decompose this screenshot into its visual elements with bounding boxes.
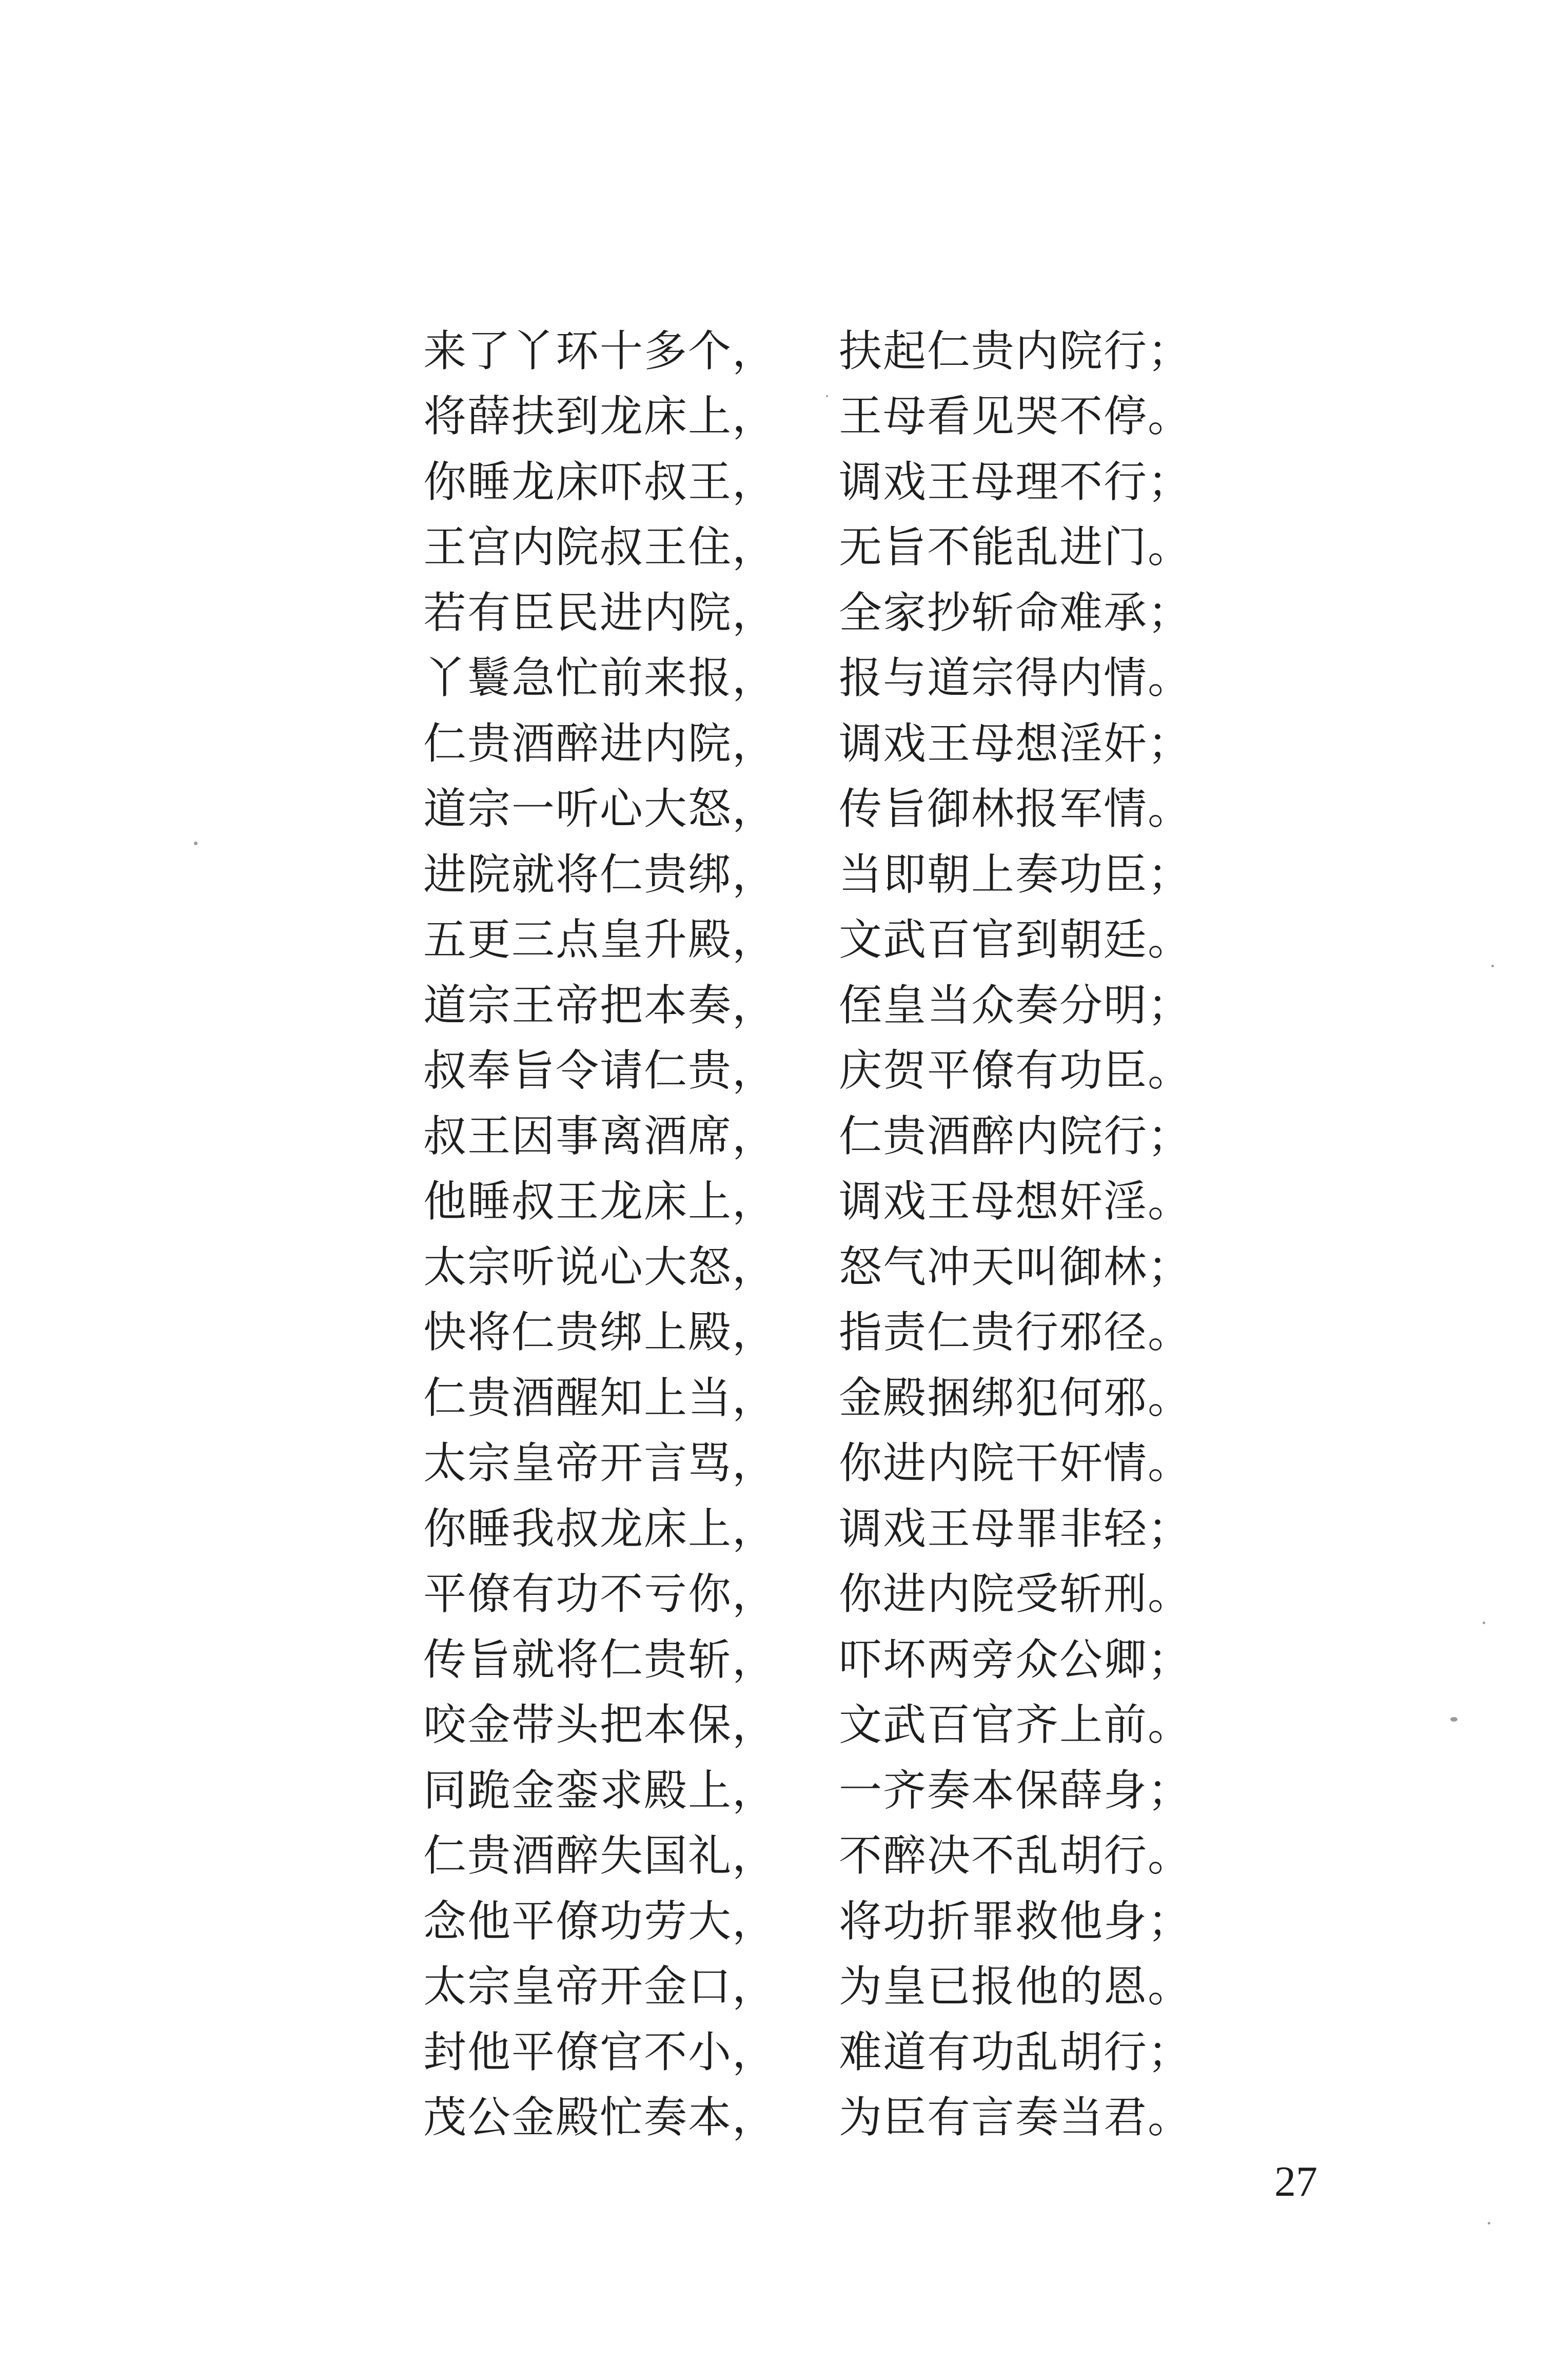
couplet-second-line: 将功折罪救他身； (839, 1896, 1192, 1946)
couplet-first-line: 念他平僚功劳大， (423, 1896, 777, 1946)
poem-couplet (423, 1169, 1193, 1235)
couplet-second-line: 侄皇当众奏分明； (839, 980, 1192, 1030)
couplet-second-line: 为皇已报他的恩。 (839, 1961, 1192, 2012)
couplet-first-line: 叔奉旨令请仁贵， (423, 1045, 777, 1096)
couplet-second-line: 怒气冲天叫御林； (839, 1241, 1192, 1292)
poem-couplet (423, 711, 1193, 776)
scan-speck (1491, 965, 1494, 967)
poem-couplet (423, 1627, 1193, 1692)
couplet-first-line: 仁贵酒醒知上当， (423, 1372, 777, 1423)
poem-couplet (423, 1823, 1193, 1889)
poem-couplet (423, 1300, 1193, 1365)
scan-speck (1483, 1622, 1485, 1624)
couplet-first-line: 咬金带头把本保， (423, 1700, 777, 1750)
couplet-first-line: 你睡我叔龙床上， (423, 1503, 777, 1554)
poem-couplet (423, 2085, 1193, 2151)
couplet-second-line: 难道有功乱胡行； (839, 2026, 1192, 2077)
poem-couplet (423, 1954, 1193, 2020)
poem-couplet (423, 776, 1193, 842)
couplet-first-line: 太宗听说心大怒， (423, 1241, 777, 1292)
couplet-second-line: 文武百官到朝廷。 (839, 914, 1192, 965)
couplet-first-line: 若有臣民进内院， (423, 587, 777, 638)
couplet-second-line: 调戏王母想淫奸； (839, 718, 1192, 769)
poem-couplet (423, 515, 1193, 580)
poem-couplet (423, 1562, 1193, 1627)
couplet-first-line: 太宗皇帝开言骂， (423, 1438, 777, 1489)
couplet-second-line: 仁贵酒醉内院行； (839, 1110, 1192, 1161)
scan-speck (194, 842, 198, 845)
poem-couplet (423, 318, 1193, 384)
poem-couplet (423, 842, 1193, 907)
poem-couplet (423, 384, 1193, 450)
couplet-first-line: 叔王因事离酒席， (423, 1110, 777, 1161)
poem-body (423, 318, 1193, 2150)
couplet-first-line: 茂公金殿忙奏本， (423, 2092, 777, 2143)
scan-speck (1488, 2222, 1490, 2225)
couplet-first-line: 传旨就将仁贵斩， (423, 1634, 777, 1685)
couplet-second-line: 你进内院干奸情。 (839, 1438, 1192, 1489)
poem-couplet (423, 1888, 1193, 1954)
couplet-first-line: 同跪金銮求殿上， (423, 1765, 777, 1816)
couplet-second-line: 你进内院受斩刑。 (839, 1569, 1192, 1620)
poem-couplet (423, 1431, 1193, 1496)
poem-couplet (423, 1692, 1193, 1758)
couplet-second-line: 指责仁贵行邪径。 (839, 1307, 1192, 1358)
couplet-second-line: 无旨不能乱进门。 (839, 522, 1192, 573)
couplet-first-line: 你睡龙床吓叔王， (423, 456, 777, 507)
poem-couplet (423, 1038, 1193, 1104)
couplet-second-line: 报与道宗得内情。 (839, 653, 1192, 704)
couplet-second-line: 王母看见哭不停。 (839, 391, 1192, 442)
poem-couplet (423, 580, 1193, 646)
couplet-second-line: 调戏王母理不行； (839, 456, 1192, 507)
couplet-first-line: 快将仁贵绑上殿， (423, 1307, 777, 1358)
couplet-first-line: 太宗皇帝开金口， (423, 1961, 777, 2012)
couplet-first-line: 平僚有功不亏你， (423, 1569, 777, 1620)
couplet-first-line: 五更三点皇升殿， (423, 914, 777, 965)
poem-couplet (423, 449, 1193, 515)
poem-couplet (423, 1103, 1193, 1169)
couplet-second-line: 为臣有言奏当君。 (839, 2092, 1192, 2143)
scan-speck (826, 395, 828, 397)
couplet-second-line: 吓坏两旁众公卿； (839, 1634, 1192, 1685)
poem-couplet (423, 2019, 1193, 2085)
poem-couplet (423, 907, 1193, 973)
couplet-second-line: 金殿捆绑犯何邪。 (839, 1372, 1192, 1423)
couplet-first-line: 来了丫环十多个， (423, 325, 777, 376)
scan-speck (1450, 1717, 1457, 1722)
poem-couplet (423, 646, 1193, 711)
couplet-first-line: 将薛扶到龙床上， (423, 391, 777, 442)
couplet-first-line: 仁贵酒醉失国礼， (423, 1830, 777, 1881)
couplet-first-line: 封他平僚官不小， (423, 2026, 777, 2077)
couplet-first-line: 道宗一听心大怒， (423, 784, 777, 834)
poem-couplet (423, 1758, 1193, 1823)
couplet-first-line: 丫鬟急忙前来报， (423, 653, 777, 704)
couplet-second-line: 调戏王母罪非轻； (839, 1503, 1192, 1554)
couplet-second-line: 调戏王母想奸淫。 (839, 1176, 1192, 1227)
couplet-first-line: 他睡叔王龙床上， (423, 1176, 777, 1227)
poem-couplet (423, 1496, 1193, 1562)
couplet-second-line: 庆贺平僚有功臣。 (839, 1045, 1192, 1096)
couplet-first-line: 进院就将仁贵绑， (423, 849, 777, 900)
couplet-second-line: 全家抄斩命难承； (839, 587, 1192, 638)
couplet-first-line: 王宫内院叔王住， (423, 522, 777, 573)
poem-couplet (423, 1234, 1193, 1300)
couplet-second-line: 不醉决不乱胡行。 (839, 1830, 1192, 1881)
couplet-first-line: 道宗王帝把本奏， (423, 980, 777, 1030)
couplet-second-line: 当即朝上奏功臣； (839, 849, 1192, 900)
poem-couplet (423, 1365, 1193, 1431)
couplet-second-line: 传旨御林报军情。 (839, 784, 1192, 834)
couplet-second-line: 文武百官齐上前。 (839, 1700, 1192, 1750)
couplet-second-line: 扶起仁贵内院行； (839, 325, 1192, 376)
page-number: 27 (1274, 2158, 1317, 2206)
poem-couplet (423, 972, 1193, 1038)
couplet-first-line: 仁贵酒醉进内院， (423, 718, 777, 769)
couplet-second-line: 一齐奏本保薛身； (839, 1765, 1192, 1816)
